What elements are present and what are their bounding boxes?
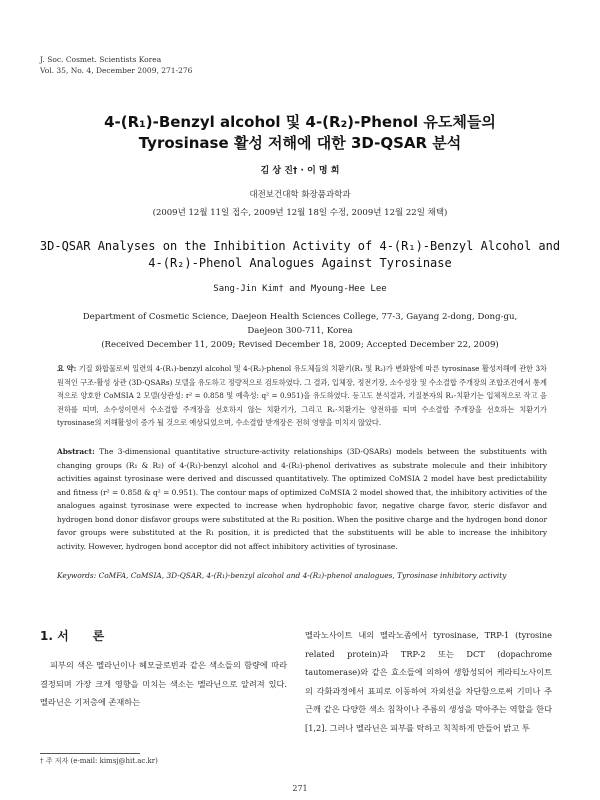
english-title-line-1: 3D-QSAR Analyses on the Inhibition Activity of 4-(R₁)-Benzyl Alcohol and xyxy=(39,239,561,253)
keywords xyxy=(57,571,547,580)
corresponding-author-footnote: † 주 저자 (e-mail: kimsj@hit.ac.kr) xyxy=(40,757,158,765)
section-heading-introduction: 1. 서 론 xyxy=(40,629,105,643)
korean-abstract-label: 요 약: xyxy=(57,364,77,373)
korean-authors: 김 상 진† · 이 명 희 xyxy=(260,166,340,176)
korean-abstract xyxy=(57,362,547,430)
english-authors: Sang-Jin Kim† and Myoung-Hee Lee xyxy=(213,284,387,294)
english-abstract xyxy=(57,445,547,553)
korean-received-dates: (2009년 12월 11일 접수, 2009년 12월 18일 수정, 2009년 12월 22일 채택) xyxy=(152,208,448,218)
journal-name: J. Soc. Cosmet. Scientists Korea xyxy=(40,55,162,64)
body-column-right: 멜라노사이트 내의 멜라노좀에서 tyrosinase, TRP-1 (tyrosine related protein)과 TRP-2 또는 DCT (dopachrome tautomerase)와 같은 효소들에 의하여 생합성되어 케라티노사이트의 각화과정에서 표피로 이동하여 자외선을 차단함으로써 기미나 주근깨 같은 다양한 색소 침착이나 주름의 생성을 막아주는 역할을 한다[1,2]. 그러나 멜라닌은 피부를 탁하고 칙칙하게 만들어 밝고 투 xyxy=(305,630,552,733)
korean-title-line-2: Tyrosinase 활성 저해에 대한 3D-QSAR 분석 xyxy=(138,134,462,152)
english-abstract-label: Abstract: xyxy=(57,447,95,456)
english-affiliation-line-2: Daejeon 300-711, Korea xyxy=(247,326,353,336)
english-abstract-text: The 3-dimensional quantitative structure-activity relationships (3D-QSARs) models between the substituents with changing groups (R₁ & R₂) of 4-(R₁)-benzyl alcohol and 4-(R₂)-phenol derivatives as substrate molecule and their inhibitory activities against tyrosinase were derived and discussed quantitatively. The optimized CoMSIA 2 model have best predictability and fitness (r² = 0.858 & q² = 0.951). The contour maps of optimized CoMSIA 2 model showed that, the inhibitory activities of the analogues against tyrosinase were expected to increase when hydrophobic favor, negative charge favor, steric disfavor and hydrogen bond donor disfavor groups were substituted at the R₂ position. When the positive charge and the hydrogen bond donor favor groups were substituted at the R₁ position, it is predicted that the substituents will be able to increase the inhibitory activity. However, hydrogen bond acceptor did not affect inhibitory activities of tyrosinase. xyxy=(57,447,547,551)
footnote-divider xyxy=(40,753,140,754)
korean-title-line-1: 4-(R₁)-Benzyl alcohol 및 4-(R₂)-Phenol 유도체들의 xyxy=(104,113,496,131)
english-affiliation-line-1: Department of Cosmetic Science, Daejeon Health Sciences College, 77-3, Gayang 2-dong, Dong-gu, xyxy=(82,312,518,322)
korean-abstract-text: 기질 화합물로써 일련의 4-(R₁)-benzyl alcohol 및 4-(R₂)-phenol 유도체들의 치환기(R₁ 및 R₂)가 변화함에 따른 tyrosinase 활성저해에 관한 3차원적인 구조-활성 상관 (3D-QSARs) 모델을 유도하고 정량적으로 검토하였다. 그 결과, 입체장, 정전기장, 소수성장 및 수소결합 주개장의 조합조건에서 통계적으로 양호한 CoMSIA 2 모델(상관성: r² = 0.858 및 예측성: q² = 0.951)을 유도하였다. 등고도 분석결과, 기질분자의 R₁-치환기는 입체적으로 작고 음전하를 띠며, 소수성이면서 수소결합 주개장을 선호하지 않는 치환기가, 그리고 R₁-치환기는 양전하를 띠며 수소결합 주개장을 선호하는 치환기가 tyrosinase의 저해활성이 증가 될 것으로 예상되었으며, 수소결합 받개장은 전혀 영향을 미치지 않았다. xyxy=(57,364,547,427)
journal-header xyxy=(40,54,192,76)
english-title-line-2: 4-(R₂)-Phenol Analogues Against Tyrosinase xyxy=(148,256,452,270)
body-column-left: 피부의 색은 멜라닌이나 헤모글로빈과 같은 색소들의 함량에 따라 결정되며 가장 크게 영향을 미치는 색소는 멜라닌으로 알려져 있다. 멜라닌은 기저층에 존재하는 xyxy=(40,660,287,707)
keywords-label: Keywords: xyxy=(57,571,97,580)
keywords-text: CoMFA, CoMSIA, 3D-QSAR, 4-(R₁)-benzyl alcohol and 4-(R₂)-phenol analogues, Tyrosinase inhibitory activity xyxy=(98,571,507,580)
english-received-dates: (Received December 11, 2009; Revised December 18, 2009; Accepted December 22, 2009) xyxy=(101,340,499,350)
page-number: 271 xyxy=(292,784,308,793)
journal-volume: Vol. 35, No. 4, December 2009, 271-276 xyxy=(40,66,193,75)
korean-affiliation: 대전보건대학 화장품과학과 xyxy=(249,190,351,200)
